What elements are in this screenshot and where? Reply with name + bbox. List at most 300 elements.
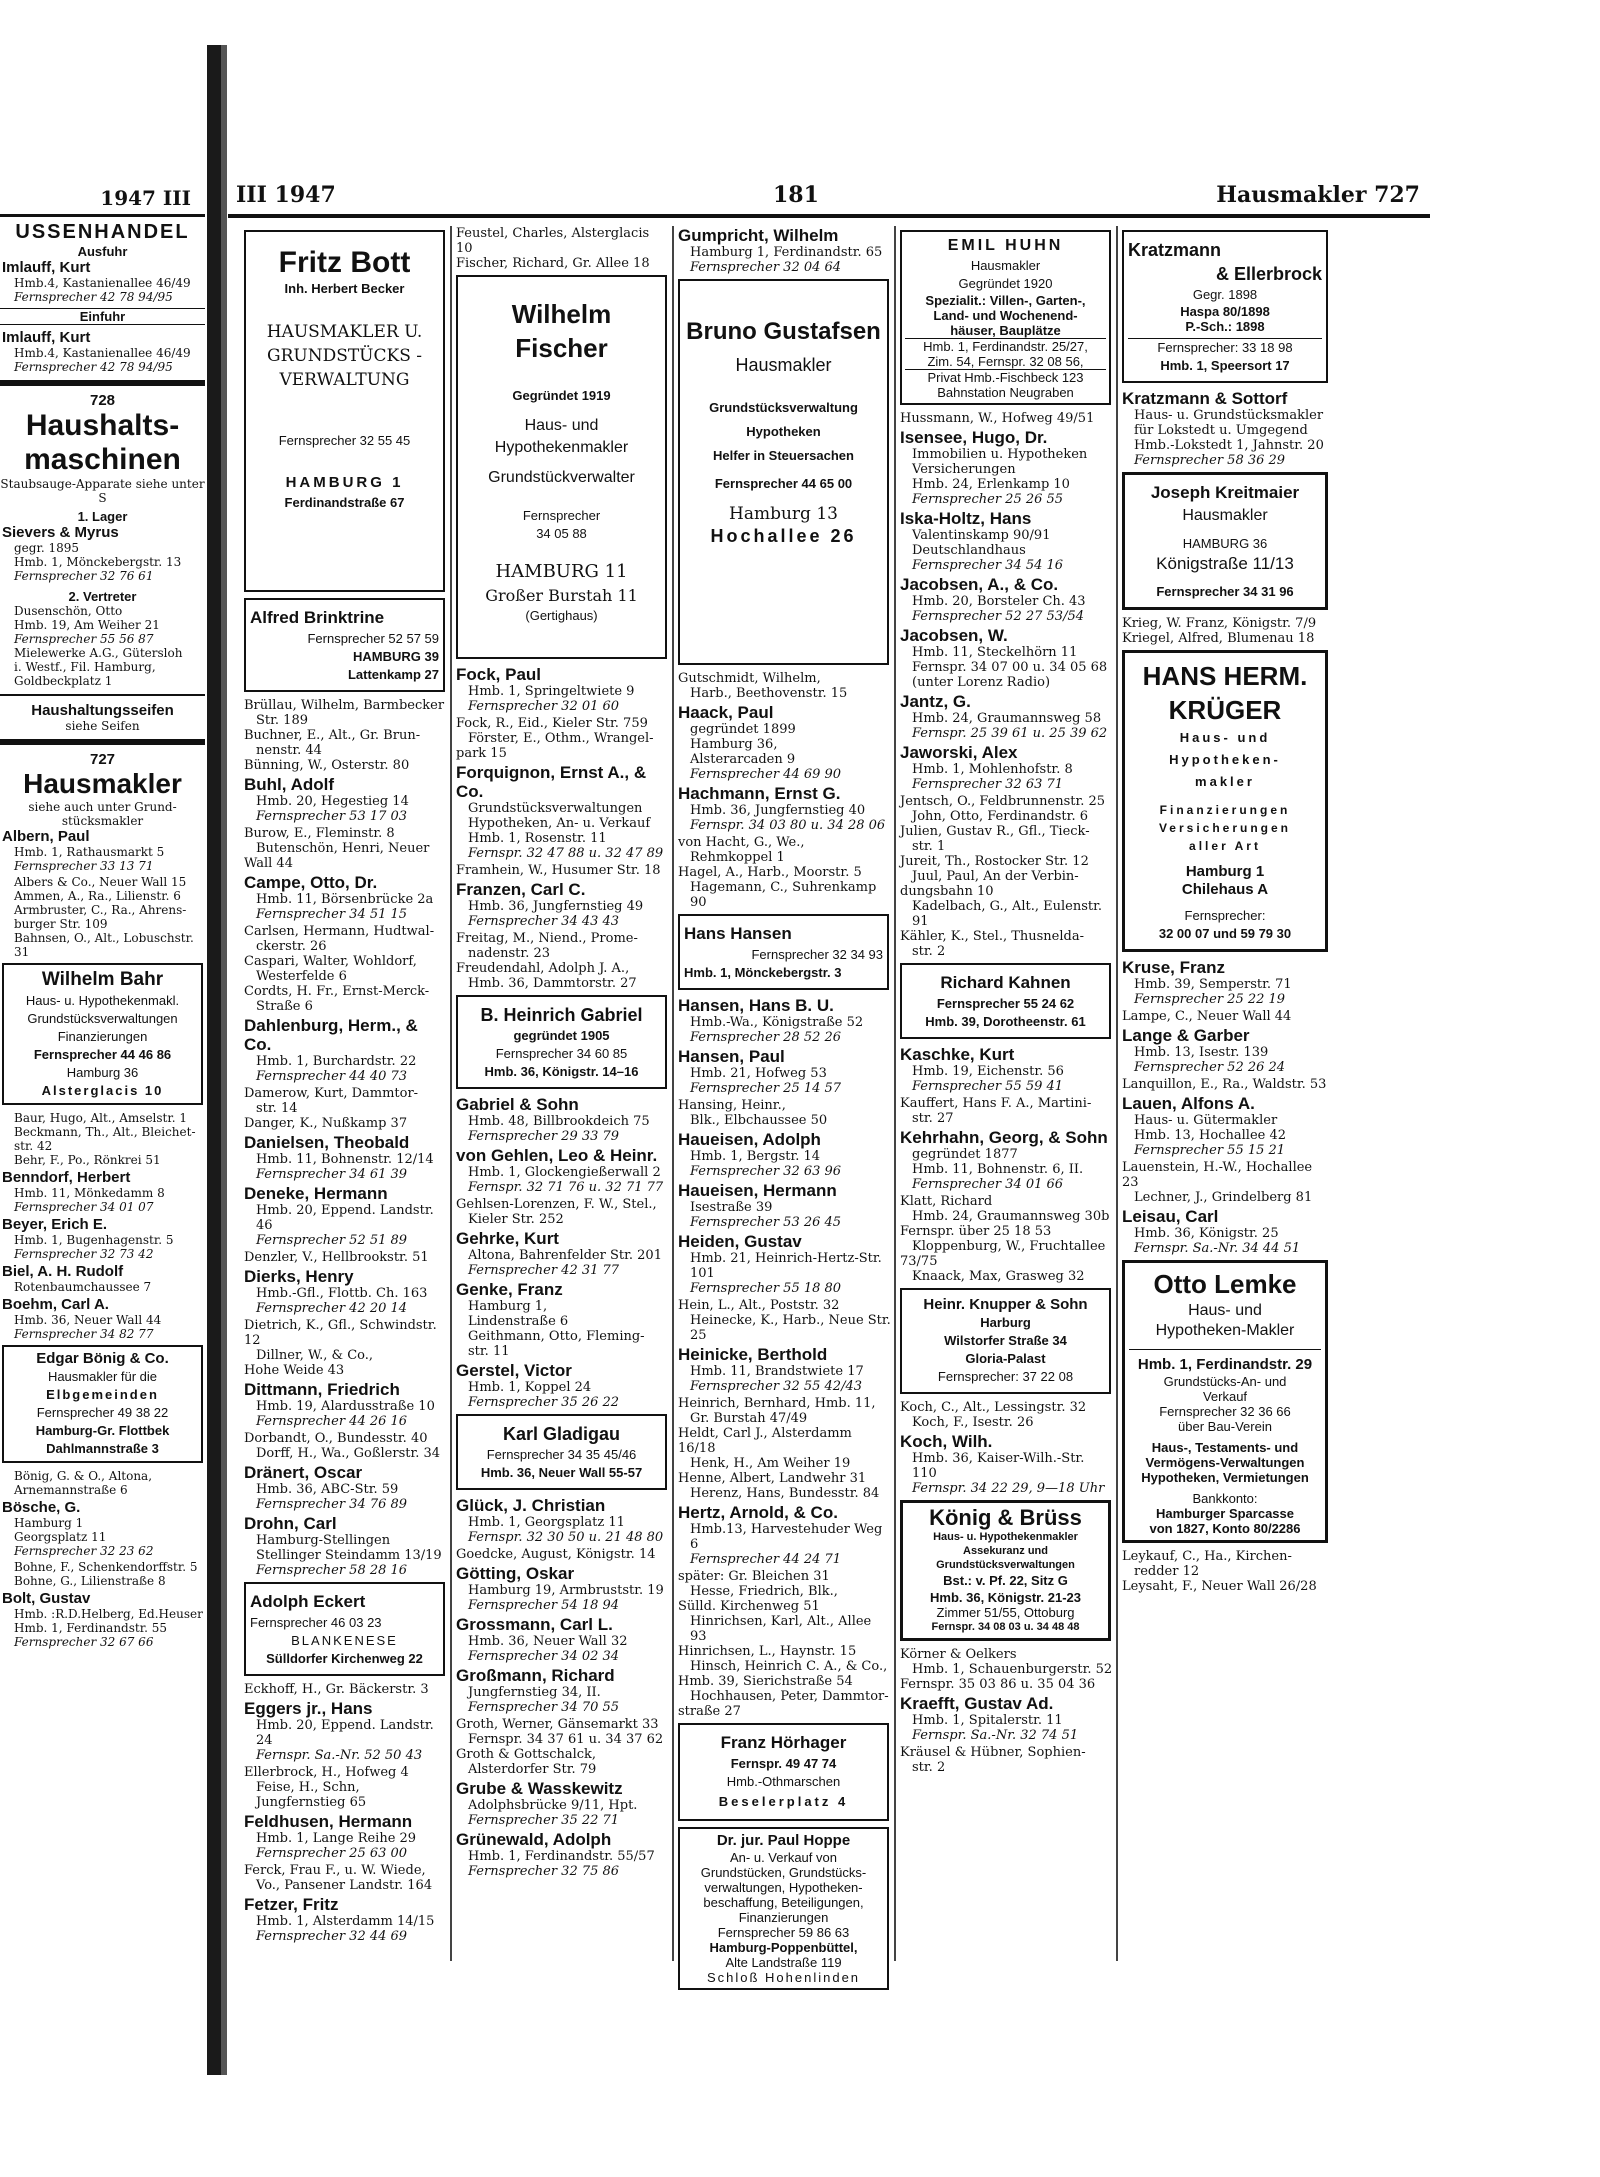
list-item xyxy=(900,1096,1113,1126)
vertreter-label: 2. Vertreter xyxy=(68,589,137,604)
entry-line: Hmb. 1, Spitalerstr. 11 xyxy=(912,1713,1063,1728)
list-item xyxy=(678,1345,891,1394)
entry-line: Kadelbach, G., Alt., Eulenstr. 91 xyxy=(912,899,1103,929)
entry-line: Wall 44 xyxy=(244,856,293,871)
list-item xyxy=(244,873,447,922)
entry-list xyxy=(454,1095,669,1410)
list-item xyxy=(678,1130,891,1179)
list-item xyxy=(244,1318,447,1378)
entry-line: Groth & Gottschalck, xyxy=(456,1747,597,1762)
entry-line: Fernspr. 35 03 86 u. 35 04 36 xyxy=(900,1677,1096,1692)
entry-name: Jaworski, Alex xyxy=(900,743,1018,762)
entry-line: Jungfernstieg 34, II. xyxy=(468,1685,601,1700)
entry-line: Hmb. 36, Jungfernstieg 40 xyxy=(690,803,866,818)
entry-list xyxy=(454,1496,669,1879)
entry-name: Haueisen, Hermann xyxy=(678,1181,837,1200)
entry-phone: Fernsprecher 34 54 16 xyxy=(912,558,1064,573)
entry-line: Buchner, E., Alt., Gr. Brun- xyxy=(244,728,421,743)
entry-line: str. 11 xyxy=(468,1344,510,1359)
section-number: 727 xyxy=(89,751,116,768)
entry-list xyxy=(676,996,891,1719)
entry-name: Koch, Wilh. xyxy=(900,1432,993,1451)
column-divider xyxy=(450,226,452,1961)
entry-line: Hohe Weide 43 xyxy=(244,1363,345,1378)
entry-line: Koch, C., Alt., Lessingstr. 32 xyxy=(900,1400,1087,1415)
list-item: Sievers & Myrus gegr. 1895 Hmb. 1, Mönckebergstr. 13 Fernsprecher 32 76 61 xyxy=(2,524,182,583)
entry-line: Rehmkoppel 1 xyxy=(690,850,785,865)
entry-name: Heiden, Gustav xyxy=(678,1232,802,1251)
advertisement-gladigau: Karl Gladigau Fernsprecher 34 35 45/46 Hmb. 36, Neuer Wall 55-57 xyxy=(456,1414,667,1490)
entry-phone: Fernspr. Sa.-Nr. 32 74 51 xyxy=(912,1728,1079,1743)
list-item xyxy=(678,1569,891,1719)
list-item xyxy=(1122,1207,1330,1256)
list-item xyxy=(900,1745,1113,1775)
entry-line: Hein, L., Alt., Poststr. 32 xyxy=(678,1298,840,1313)
entry-line: Dorbandt, O., Bundesstr. 40 xyxy=(244,1431,428,1446)
book-gutter-shadow xyxy=(221,45,227,2075)
list-item xyxy=(456,1666,669,1715)
entry-line: Stellinger Steindamm 13/19 xyxy=(256,1548,442,1563)
entry-line: Alsterarcaden 9 xyxy=(690,752,796,767)
entry-line: Hmb. 11, Börsenbrücke 2a xyxy=(256,892,434,907)
entry-line: Kloppenburg, W., Fruchtallee xyxy=(912,1239,1106,1254)
entry-line: str. 27 xyxy=(912,1111,954,1126)
page-header-left: III 1947 xyxy=(236,182,336,208)
einfuhr-label: Einfuhr xyxy=(0,308,205,325)
entry-phone: Fernsprecher 34 02 34 xyxy=(468,1649,620,1664)
entry-phone: Fernsprecher 55 15 21 xyxy=(1134,1143,1286,1158)
list-item: Albers & Co., Neuer Wall 15 Ammen, A., Ra., Lilienstr. 6 Armbruster, C., Ra., Ahrens- burger Str. 109 Bahnsen, O., Alt., Lobuschstr. 31 xyxy=(14,875,194,959)
list-item xyxy=(244,1431,447,1461)
entry-list xyxy=(898,1045,1113,1284)
list-item xyxy=(678,1396,891,1501)
entry-line: Henk, H., Am Weiher 19 xyxy=(690,1456,851,1471)
entry-line: Hmb. 39, Sierichstraße 54 xyxy=(678,1674,853,1689)
advertisement-krueger: HANS HERM. KRÜGER Haus- und Hypotheken- makler Finanzierungen Versicherungen aller Art Hamburg 1 Chilehaus A Fernsprecher: 32 00 07 und 59 79 30 xyxy=(1122,650,1328,952)
entry-name: Kraefft, Gustav Ad. xyxy=(900,1694,1054,1713)
entry-name: Forquignon, Ernst A., & Co. xyxy=(456,763,647,801)
list-item xyxy=(244,1765,447,1810)
entry-line: Hamburg 36, xyxy=(690,737,778,752)
entry-phone: Fernsprecher 29 33 79 xyxy=(468,1129,620,1144)
entry-line: Hamburg 1, xyxy=(468,1299,548,1314)
list-item: Krieg, W. Franz, Königstr. 7/9 Kriegel, Alfred, Blumenau 18 xyxy=(1122,616,1317,646)
entry-line: Haus- u. Gütermakler xyxy=(1134,1113,1278,1128)
list-item xyxy=(244,1812,447,1861)
entry-line: Fernspr. 34 07 00 u. 34 05 68 xyxy=(912,660,1108,675)
list-item xyxy=(678,703,891,782)
entry-line: Koch, F., Isestr. 26 xyxy=(912,1415,1034,1430)
advertisement-hansen: Hans Hansen Fernsprecher 32 34 93 Hmb. 1, Mönckebergstr. 3 xyxy=(678,914,889,990)
section-number: 728 xyxy=(89,392,116,409)
entry-line: Förster, E., Othm., Wrangel- xyxy=(468,731,654,746)
list-item: Beyer, Erich E. Hmb. 1, Bugenhagenstr. 5 Fernsprecher 32 73 42 xyxy=(2,1216,174,1261)
entry-line: Hagemann, C., Suhrenkamp 90 xyxy=(690,880,877,910)
entry-phone: Fernsprecher 34 01 66 xyxy=(912,1177,1064,1192)
column-divider xyxy=(672,226,674,1961)
entry-phone: Fernsprecher 52 51 89 xyxy=(256,1233,408,1248)
entry-phone: Fernsprecher 44 69 90 xyxy=(690,767,842,782)
entry-line: Hmb. 1, Koppel 24 xyxy=(468,1380,592,1395)
category-title: Haushalts-maschinen xyxy=(24,409,181,476)
entry-line: Juul, Paul, An der Verbin- xyxy=(912,869,1079,884)
entry-phone: Fernspr. 32 71 76 u. 32 71 77 xyxy=(468,1180,664,1195)
entry-line: Sülld. Kirchenweg 51 xyxy=(678,1599,820,1614)
list-item: Boehm, Carl A. Hmb. 36, Neuer Wall 44 Fernsprecher 34 82 77 xyxy=(2,1296,162,1341)
list-item: Dusenschön, Otto Hmb. 19, Am Weiher 21 Fernsprecher 55 56 87 Mielewerke A.G., Gütersloh i. Westf., Fil. Hamburg, Goldbeckplatz 1 xyxy=(14,604,183,688)
entry-name: Drohn, Carl xyxy=(244,1514,337,1533)
list-item xyxy=(456,1547,669,1562)
entry-phone: Fernspr. 32 47 88 u. 32 47 89 xyxy=(468,846,664,861)
entry-name: Kaschke, Kurt xyxy=(900,1045,1015,1064)
list-item xyxy=(678,1503,891,1567)
list-item xyxy=(900,509,1113,573)
entry-name: Haack, Paul xyxy=(678,703,774,722)
entry-line: str. 2 xyxy=(912,1760,946,1775)
entry-name: Haueisen, Adolph xyxy=(678,1130,821,1149)
list-item: Imlauff, Kurt Hmb.4, Kastanienallee 46/49 Fernsprecher 42 78 94/95 xyxy=(2,329,191,374)
entry-name: Fock, Paul xyxy=(456,665,542,684)
entry-line: Versicherungen xyxy=(912,462,1016,477)
list-item xyxy=(900,1400,1113,1430)
list-item xyxy=(456,763,669,861)
entry-list xyxy=(898,411,1113,959)
category-title: Hausmakler xyxy=(23,768,182,799)
list-item xyxy=(678,784,891,833)
entry-line: Hansing, Heinr., xyxy=(678,1098,786,1113)
list-item xyxy=(456,1146,669,1195)
advertisement-huhn: EMIL HUHN Hausmakler Gegründet 1920 Spezialit.: Villen-, Garten-, Land- und Wochenend- häuser, Bauplätze Hmb. 1, Ferdinandstr. 25/27, Zim. 54, Fernspr. 32 08 56, Privat Hmb.-Fischbeck 123 Bahnstation Neugraben xyxy=(900,230,1111,405)
list-item xyxy=(456,665,669,714)
entry-line: von Hacht, G., We., xyxy=(678,835,805,850)
list-item: Bohne, F., Schenkendorffstr. 5 Bohne, G., Lilienstraße 8 xyxy=(14,1560,198,1588)
list-item xyxy=(244,1016,447,1084)
entry-phone: Fernsprecher 25 63 00 xyxy=(256,1846,408,1861)
entry-line: Hamburg 19, Armbruststr. 19 xyxy=(468,1583,664,1598)
entry-line: Hmb. 21, Hofweg 53 xyxy=(690,1066,827,1081)
entry-line: Fernspr. über 25 18 53 xyxy=(900,1224,1052,1239)
entry-line: Gehlsen-Lorenzen, F. W., Stel., xyxy=(456,1197,657,1212)
entry-phone: Fernsprecher 25 22 19 xyxy=(1134,992,1286,1007)
entry-line: Hinrichsen, L., Haynstr. 15 xyxy=(678,1644,857,1659)
entry-line: Hinrichsen, Karl, Alt., Allee 93 xyxy=(690,1614,872,1644)
column-2 xyxy=(454,226,669,1961)
entry-line: Fernspr. 34 37 61 u. 34 37 62 xyxy=(468,1732,664,1747)
entry-line: Henne, Albert, Landwehr 31 xyxy=(678,1471,867,1486)
entry-line: Hmb. 36, Königstr. 25 xyxy=(1134,1226,1279,1241)
entry-line: Knaack, Max, Grasweg 32 xyxy=(912,1269,1085,1284)
entry-line: Kauffert, Hans F. A., Martini- xyxy=(900,1096,1092,1111)
list-item: Albern, Paul Hmb. 1, Rathausmarkt 5 Fernsprecher 33 13 71 xyxy=(2,828,165,873)
entry-line: Freitag, M., Niend., Prome- xyxy=(456,931,638,946)
entry-line: Hagel, A., Harb., Moorstr. 5 xyxy=(678,865,862,880)
directory-page xyxy=(228,150,1430,1985)
list-item xyxy=(678,671,891,701)
entry-line: Hmb.13, Harvestehuder Weg 6 xyxy=(690,1522,883,1552)
entry-line: 73/75 xyxy=(900,1254,938,1269)
list-item xyxy=(456,716,669,761)
entry-phone: Fernspr. 32 30 50 u. 21 48 80 xyxy=(468,1530,664,1545)
entry-phone: Fernsprecher 58 28 16 xyxy=(256,1563,408,1578)
entry-phone: Fernspr. Sa.-Nr. 52 50 43 xyxy=(256,1748,423,1763)
entry-line: Hmb. 1, Alsterdamm 14/15 xyxy=(256,1914,435,1929)
entry-line: Groth, Werner, Gänsemarkt 33 xyxy=(456,1717,659,1732)
list-item xyxy=(244,1863,447,1893)
entry-line: Butenschön, Henri, Neuer xyxy=(256,841,430,856)
cross-reference: siehe Seifen xyxy=(65,719,140,733)
advertisement-gabriel: B. Heinrich Gabriel gegründet 1905 Fernsprecher 34 60 85 Hmb. 36, Königstr. 14–16 xyxy=(456,995,667,1089)
entry-name: Grube & Wasskewitz xyxy=(456,1779,623,1798)
entry-name: Grossmann, Carl L. xyxy=(456,1615,613,1634)
list-item xyxy=(1122,1160,1330,1205)
advertisement-kahnen: Richard Kahnen Fernsprecher 55 24 62 Hmb. 39, Dorotheenstr. 61 xyxy=(900,963,1111,1039)
list-item xyxy=(456,880,669,929)
page-header-right: Hausmakler 727 xyxy=(1216,182,1420,208)
entry-line: Hmb. 13, Isestr. 139 xyxy=(1134,1045,1269,1060)
entry-name: Buhl, Adolf xyxy=(244,775,335,794)
entry-line: Bünning, W., Osterstr. 80 xyxy=(244,758,410,773)
entry-line: Straße 6 xyxy=(256,999,313,1014)
list-item xyxy=(456,1280,669,1359)
entry-name: Franzen, Carl C. xyxy=(456,880,586,899)
list-item xyxy=(456,931,669,991)
list-item xyxy=(900,1045,1113,1094)
entry-line: str. 1 xyxy=(912,839,946,854)
list-item xyxy=(678,1098,891,1128)
entry-line: Hmb. 11, Bohnenstr. 6, II. xyxy=(912,1162,1084,1177)
entry-phone: Fernsprecher 34 51 15 xyxy=(256,907,408,922)
entry-line: Dillner, W., & Co., xyxy=(256,1348,374,1363)
list-item xyxy=(900,1194,1113,1284)
entry-list xyxy=(1120,389,1330,468)
entry-line: Lauenstein, H.-W., Hochallee 23 xyxy=(1122,1160,1313,1190)
category-title: Haushaltungsseifen xyxy=(31,702,174,719)
advertisement-fischer: Wilhelm Fischer Gegründet 1919 Haus- und Hypothekenmakler Grundstückverwalter Fernsprecher 34 05 88 HAMBURG 11 Großer Burstah 11 (Gertighaus) xyxy=(456,275,667,659)
entry-phone: Fernsprecher 44 24 71 xyxy=(690,1552,842,1567)
entry-phone: Fernsprecher 32 01 60 xyxy=(468,699,620,714)
entry-line: Hmb. 21, Heinrich-Hertz-Str. xyxy=(690,1251,882,1266)
entry-phone: Fernsprecher 32 55 42/43 xyxy=(690,1379,862,1394)
cross-reference: Staubsauge-Apparate siehe unter S xyxy=(0,477,205,505)
entry-name: Hansen, Paul xyxy=(678,1047,785,1066)
entry-line: Ellerbrock, H., Hofweg 4 xyxy=(244,1765,409,1780)
list-item xyxy=(456,863,669,878)
list-item xyxy=(456,1717,669,1777)
column-divider xyxy=(894,226,896,1961)
entry-list xyxy=(242,698,447,1578)
entry-list xyxy=(1120,958,1330,1256)
list-item xyxy=(900,1694,1113,1743)
list-item xyxy=(456,1361,669,1410)
entry-line: Immobilien u. Hypotheken xyxy=(912,447,1088,462)
entry-line: Hmb. 1, Springeltwiete 9 xyxy=(468,684,635,699)
list-item xyxy=(1122,389,1330,468)
list-item xyxy=(456,1197,669,1227)
entry-name: Lauen, Alfons A. xyxy=(1122,1094,1255,1113)
entry-line: Hmb. 1, Rosenstr. 11 xyxy=(468,831,607,846)
entry-line: Adolphsbrücke 9/11, Hpt. xyxy=(468,1798,638,1813)
entry-name: Gerstel, Victor xyxy=(456,1361,572,1380)
entry-line: Heldt, Carl J., Alsterdamm 16/18 xyxy=(678,1426,852,1456)
entry-line: Cordts, H. Fr., Ernst-Merck- xyxy=(244,984,430,999)
entry-line: Hmb. 13, Hochallee 42 xyxy=(1134,1128,1287,1143)
advertisement-bahr: Wilhelm Bahr Haus- u. Hypothekenmakl. Grundstücksverwaltungen Finanzierungen Fernsprecher 44 46 86 Hamburg 36 Alsterglacis 10 xyxy=(2,963,203,1105)
entry-line: Framhein, W., Husumer Str. 18 xyxy=(456,863,661,878)
entry-name: Kehrhahn, Georg, & Sohn xyxy=(900,1128,1108,1147)
entry-line: Hmb. 20, Hegestieg 14 xyxy=(256,794,409,809)
list-item xyxy=(244,1184,447,1248)
entry-line: Julien, Gustav R., Gfl., Tieck- xyxy=(900,824,1090,839)
entry-line: Hmb. 36, Neuer Wall 32 xyxy=(468,1634,628,1649)
column-3 xyxy=(676,226,891,1985)
entry-line: Hinsch, Heinrich C. A., & Co., xyxy=(690,1659,888,1674)
list-item xyxy=(900,626,1113,690)
entry-line: Vo., Pansener Landstr. 164 xyxy=(256,1878,433,1893)
list-item xyxy=(456,1229,669,1278)
entry-line: Hmb.-Gfl., Flottb. Ch. 163 xyxy=(256,1286,428,1301)
entry-phone: Fernsprecher 44 40 73 xyxy=(256,1069,408,1084)
entry-line: Hamburg-Stellingen xyxy=(256,1533,391,1548)
list-item xyxy=(244,924,447,1014)
entry-line: Alsterdorfer Str. 79 xyxy=(468,1762,597,1777)
list-item xyxy=(244,1133,447,1182)
list-item xyxy=(244,1682,447,1697)
entry-line: Westerfelde 6 xyxy=(256,969,347,984)
advertisement-eckert: Adolph Eckert Fernsprecher 46 03 23 BLANKENESE Sülldorfer Kirchenweg 22 xyxy=(244,1582,445,1676)
advertisement-bott: Fritz Bott Inh. Herbert Becker HAUSMAKLER U. GRUNDSTÜCKS - VERWALTUNG Fernsprecher 32 55 45 HAMBURG 1 Ferdinandstraße 67 xyxy=(244,230,445,592)
entry-line: Haus- u. Grundstücksmakler xyxy=(1134,408,1324,423)
entry-name: Hachmann, Ernst G. xyxy=(678,784,841,803)
entry-list xyxy=(242,1682,447,1944)
entry-name: Kruse, Franz xyxy=(1122,958,1225,977)
entry-line: Hmb. 1, Ferdinandstr. 55/57 xyxy=(468,1849,655,1864)
entry-line: Hmb. 20, Eppend. Landstr. 46 xyxy=(256,1203,434,1233)
entry-name: Jantz, G. xyxy=(900,692,971,711)
entry-line: gegründet 1877 xyxy=(912,1147,1018,1162)
list-item xyxy=(678,1181,891,1230)
entry-line: Hesse, Friedrich, Blk., xyxy=(690,1584,838,1599)
list-item xyxy=(678,1298,891,1343)
entry-phone: Fernsprecher 52 27 53/54 xyxy=(912,609,1084,624)
header-rule xyxy=(228,214,1430,218)
entry-phone: Fernsprecher 55 59 41 xyxy=(912,1079,1064,1094)
entry-name: Glück, J. Christian xyxy=(456,1496,606,1515)
entry-line: gegründet 1899 xyxy=(690,722,796,737)
list-item xyxy=(244,1699,447,1763)
book-gutter xyxy=(207,45,221,2075)
entry-name: Hansen, Hans B. U. xyxy=(678,996,834,1015)
entry-line: Goedcke, August, Königstr. 14 xyxy=(456,1547,656,1562)
entry-phone: Fernsprecher 25 26 55 xyxy=(912,492,1064,507)
entry-name: von Gehlen, Leo & Heinr. xyxy=(456,1146,658,1165)
entry-name: Heinicke, Berthold xyxy=(678,1345,828,1364)
ausfuhr-label: Ausfuhr xyxy=(77,244,128,259)
entry-line: Hmb. 19, Eichenstr. 56 xyxy=(912,1064,1064,1079)
entry-phone: Fernsprecher 34 43 43 xyxy=(468,914,620,929)
entry-line: Hochhausen, Peter, Dammtor- xyxy=(690,1689,889,1704)
list-item xyxy=(244,698,447,773)
entry-name: Jacobsen, A., & Co. xyxy=(900,575,1059,594)
entry-phone: Fernsprecher 25 14 57 xyxy=(690,1081,842,1096)
list-item xyxy=(244,775,447,824)
entry-line: Hmb. 1, Schauenburgerstr. 52 xyxy=(912,1662,1113,1677)
entry-line: Hmb. 1, Bergstr. 14 xyxy=(690,1149,821,1164)
entry-line: Danger, K., Nußkamp 37 xyxy=(244,1116,408,1131)
entry-line: Burow, E., Fleminstr. 8 xyxy=(244,826,395,841)
entry-name: Gabriel & Sohn xyxy=(456,1095,579,1114)
section-title: USSENHANDEL xyxy=(15,221,190,243)
entry-line: Caspari, Walter, Wohldorf, xyxy=(244,954,417,969)
list-item xyxy=(244,1250,447,1265)
advertisement-boenig: Edgar Bönig & Co. Hausmakler für die Elbgemeinden Fernsprecher 49 38 22 Hamburg-Gr. Flottbek Dahlmannstraße 3 xyxy=(2,1345,203,1463)
entry-phone: Fernspr. 34 03 80 u. 34 28 06 xyxy=(690,818,886,833)
entry-phone: Fernsprecher 35 22 71 xyxy=(468,1813,620,1828)
entry-name: Genke, Franz xyxy=(456,1280,563,1299)
advertisement-knupper: Heinr. Knupper & Sohn Harburg Wilstorfer Straße 34 Gloria-Palast Fernsprecher: 37 22 08 xyxy=(900,1288,1111,1394)
entry-line: str. 2 xyxy=(912,944,946,959)
entry-line: Herenz, Hans, Bundesstr. 84 xyxy=(690,1486,880,1501)
list-item: Bösche, G. Hamburg 1 Georgsplatz 11 Fernsprecher 32 23 62 xyxy=(2,1499,154,1558)
entry-line: später: Gr. Bleichen 31 xyxy=(678,1569,830,1584)
entry-name: Hertz, Arnold, & Co. xyxy=(678,1503,838,1522)
lager-label: 1. Lager xyxy=(77,509,128,524)
entry-line: Ferck, Frau F., u. W. Wiede, xyxy=(244,1863,426,1878)
entry-line: Heinecke, K., Harb., Neue Str. 25 xyxy=(690,1313,891,1343)
entry-phone: Fernspr. 25 39 61 u. 25 39 62 xyxy=(912,726,1108,741)
entry-phone: Fernsprecher 42 20 14 xyxy=(256,1301,408,1316)
entry-name: Leisau, Carl xyxy=(1122,1207,1219,1226)
advertisement-koenig-bruess: König & Brüss Haus- u. Hypothekenmakler Assekuranz und Grundstücksverwaltungen Bst.: v. Pf. 22, Sitz G Hmb. 36, Königstr. 21-23 Zimmer 51/55, Ottoburg Fernspr. 34 08 03 u. 34 48 48 xyxy=(900,1500,1111,1641)
list-item: Imlauff, Kurt Hmb.4, Kastanienallee 46/49 Fernsprecher 42 78 94/95 xyxy=(2,259,191,304)
list-item xyxy=(456,1615,669,1664)
entry-line: Hussmann, W., Hofweg 49/51 xyxy=(900,411,1095,426)
entry-name: Jacobsen, W. xyxy=(900,626,1008,645)
list-item: Baur, Hugo, Alt., Amselstr. 1 Beckmann, Th., Alt., Bleichet- str. 42 Behr, F., Po., Rönkrei 51 xyxy=(14,1111,196,1167)
entry-name: Götting, Oskar xyxy=(456,1564,575,1583)
entry-line: Hmb. 1, Mohlenhofstr. 8 xyxy=(912,762,1073,777)
list-item xyxy=(900,692,1113,741)
entry-line: Gr. Burstah 47/49 xyxy=(690,1411,808,1426)
entry-phone: Fernsprecher 58 36 29 xyxy=(1134,453,1286,468)
advertisement-kratzmann: Kratzmann & Ellerbrock Gegr. 1898 Haspa 80/1898 P.-Sch.: 1898 Fernsprecher: 33 18 98 Hmb. 1, Speersort 17 xyxy=(1122,230,1328,383)
column-5 xyxy=(1120,226,1330,1961)
list-item xyxy=(244,1380,447,1429)
entry-name: Deneke, Hermann xyxy=(244,1184,388,1203)
entry-line: Hmb. 1, Lange Reihe 29 xyxy=(256,1831,417,1846)
entry-line: Carlsen, Hermann, Hudtwal- xyxy=(244,924,435,939)
entry-line: Deutschlandhaus xyxy=(912,543,1026,558)
entry-phone: Fernsprecher 55 18 80 xyxy=(690,1281,842,1296)
entry-phone: Fernsprecher 34 70 55 xyxy=(468,1700,620,1715)
entry-line: Kieler Str. 252 xyxy=(468,1212,564,1227)
entry-line: Hmb. 36, Jungfernstieg 49 xyxy=(468,899,644,914)
list-item xyxy=(678,1232,891,1296)
list-item xyxy=(244,1895,447,1944)
list-item: Benndorf, Herbert Hmb. 11, Mönkedamm 8 Fernsprecher 34 01 07 xyxy=(2,1169,165,1214)
entry-line: Fock, R., Eid., Kieler Str. 759 xyxy=(456,716,648,731)
entry-line: Hmb. 20, Eppend. Landstr. 24 xyxy=(256,1718,434,1748)
advertisement-gustafsen: Bruno Gustafsen Hausmakler Grundstücksverwaltung Hypotheken Helfer in Steuersachen Fernsprecher 44 65 00 Hamburg 13 Hochallee 26 xyxy=(678,279,889,665)
entry-line: Dorff, H., Wa., Goßlerstr. 34 xyxy=(256,1446,441,1461)
entry-name: Großmann, Richard xyxy=(456,1666,615,1685)
entry-line: Kräusel & Hübner, Sophien- xyxy=(900,1745,1086,1760)
list-item xyxy=(456,1496,669,1545)
entry-list xyxy=(898,1647,1113,1775)
entry-line: Kähler, K., Stel., Thusnelda- xyxy=(900,929,1084,944)
list-item xyxy=(244,1086,447,1131)
left-page xyxy=(0,150,205,1990)
entry-name: Dahlenburg, Herm., & Co. xyxy=(244,1016,418,1054)
